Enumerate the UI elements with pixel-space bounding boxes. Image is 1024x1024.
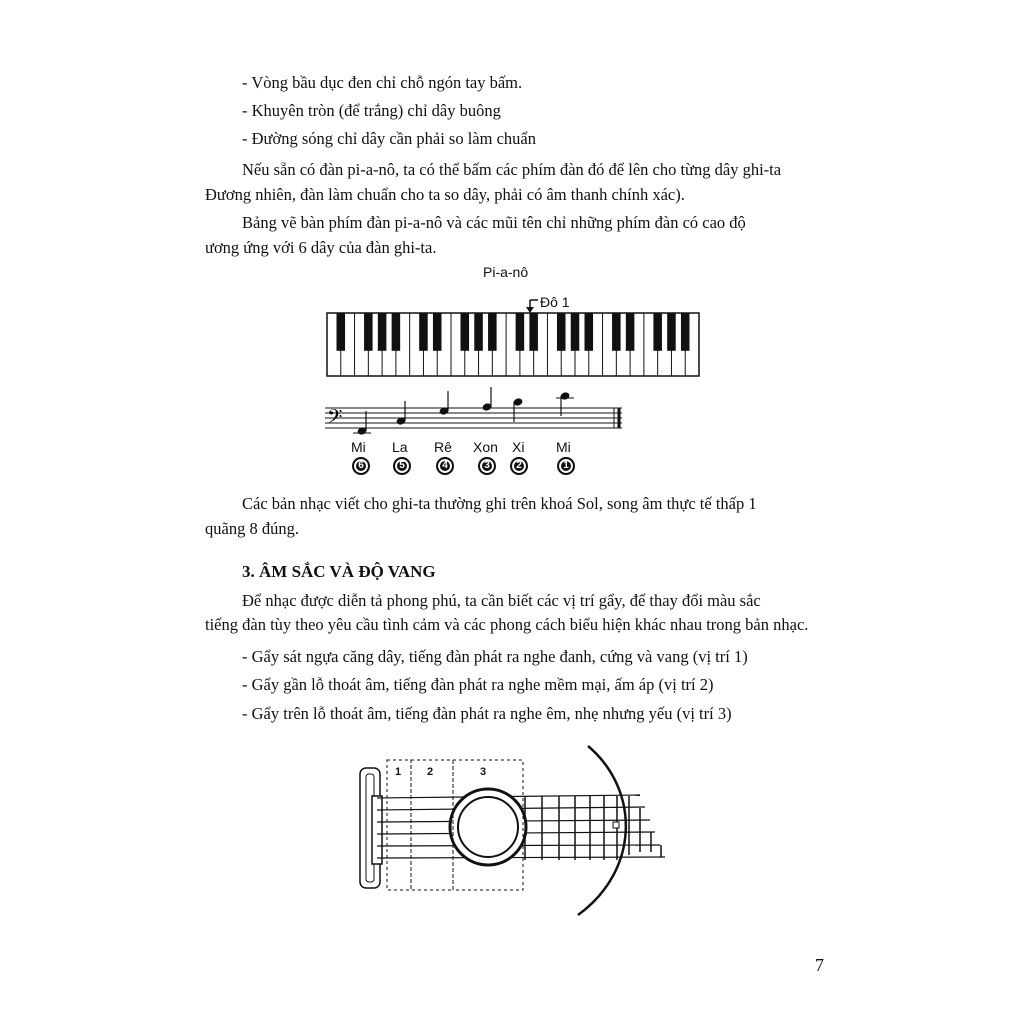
para2-line1: Bảng vẽ bàn phím đàn pi-a-nô và các mũi tên chỉ những phím đàn có cao độ (242, 213, 746, 232)
note-name: Mi (556, 439, 571, 455)
black-key (626, 313, 635, 351)
guitar-frets (525, 796, 661, 860)
zone-label-3: 3 (480, 766, 487, 778)
section-para-line1: Để nhạc được diễn tả phong phú, ta cần biết các vị trí gẩy, để thay đổi màu sắc (242, 591, 761, 610)
fret-marker (613, 822, 619, 828)
note-name: Xi (512, 439, 525, 455)
bass-staff (325, 405, 622, 433)
note-name: Rê (434, 439, 452, 455)
black-key (681, 313, 690, 351)
black-key (585, 313, 594, 351)
note-head (396, 416, 407, 426)
zone-label-2: 2 (427, 766, 434, 778)
bass-clef-icon: 𝄢 (327, 405, 343, 433)
guitar-strings (377, 795, 665, 858)
page-number: 7 (815, 955, 824, 975)
picking-zones (387, 760, 523, 890)
note-name: Mi (351, 439, 366, 455)
position-bullet-3: - Gẩy trên lỗ thoát âm, tiếng đàn phát ra nghe êm, nhẹ nhưng yếu (vị trí 3) (242, 704, 732, 723)
piano-frame (327, 313, 699, 376)
para2-line2: ương ứng với 6 dây của đàn ghi-ta. (205, 238, 437, 257)
section-para-line2: tiếng đàn tùy theo yêu cầu tình cảm và các phong cách biểu hiện khác nhau trong bản nhạc. (205, 615, 809, 634)
para3-line2: quãng 8 đúng. (205, 519, 299, 538)
black-key (653, 313, 662, 351)
string-number-circle: 5 (393, 457, 411, 475)
black-key (378, 313, 387, 351)
black-key (667, 313, 676, 351)
black-key (337, 313, 346, 351)
note-name: Xon (473, 439, 498, 455)
bullet-open-circle: - Khuyên tròn (để trắng) chỉ dây buông (242, 101, 501, 120)
para1-line2: Đương nhiên, đàn làm chuẩn cho ta so dây, phải có âm thanh chính xác). (205, 185, 685, 204)
staff-notes (353, 387, 574, 436)
note-head (513, 397, 524, 407)
black-key (488, 313, 497, 351)
note-head (439, 406, 450, 416)
piano-keyboard (327, 313, 699, 376)
string-number-circle: 2 (510, 457, 528, 475)
black-key (612, 313, 621, 351)
string-number-circle: 1 (557, 457, 575, 475)
string-number-circle: 3 (478, 457, 496, 475)
note-head (560, 391, 571, 401)
position-bullet-1: - Gẩy sát ngựa căng dây, tiếng đàn phát ra nghe đanh, cứng và vang (vị trí 1) (242, 647, 748, 666)
zone-label-1: 1 (395, 766, 402, 778)
black-key (433, 313, 442, 351)
guitar-bridge (360, 768, 382, 888)
note-name: La (392, 439, 408, 455)
section-heading: 3. ÂM SẮC VÀ ĐỘ VANG (242, 562, 436, 581)
sound-hole (450, 789, 526, 865)
black-key (461, 313, 470, 351)
note-head (482, 402, 493, 412)
black-key (571, 313, 580, 351)
bullet-wavy-line: - Đường sóng chỉ dây cần phải so làm chuẩn (242, 129, 536, 148)
black-key (419, 313, 428, 351)
black-key (364, 313, 373, 351)
para1-line1: Nếu sẵn có đàn pi-a-nô, ta có thể bấm các phím đàn đó để lên cho từng dây ghi-ta (242, 160, 782, 179)
string-number-circle: 6 (352, 457, 370, 475)
para3-line1: Các bản nhạc viết cho ghi-ta thường ghi trên khoá Sol, song âm thực tế thấp 1 (242, 494, 757, 513)
note-head (357, 426, 368, 436)
position-bullet-2: - Gẩy gần lỗ thoát âm, tiếng đàn phát ra nghe mềm mại, ấm áp (vị trí 2) (242, 675, 714, 694)
black-key (392, 313, 401, 351)
string-number-circle: 4 (436, 457, 454, 475)
do1-marker (526, 300, 538, 313)
do1-label: Đô 1 (540, 294, 570, 310)
black-key (529, 313, 538, 351)
black-key (557, 313, 566, 351)
guitar-body-edge (578, 746, 626, 915)
bullet-oval-black: - Vòng bầu dục đen chỉ chỗ ngón tay bấm. (242, 73, 523, 92)
piano-figure-title: Pi-a-nô (483, 264, 529, 280)
black-key (474, 313, 483, 351)
black-key (516, 313, 525, 351)
